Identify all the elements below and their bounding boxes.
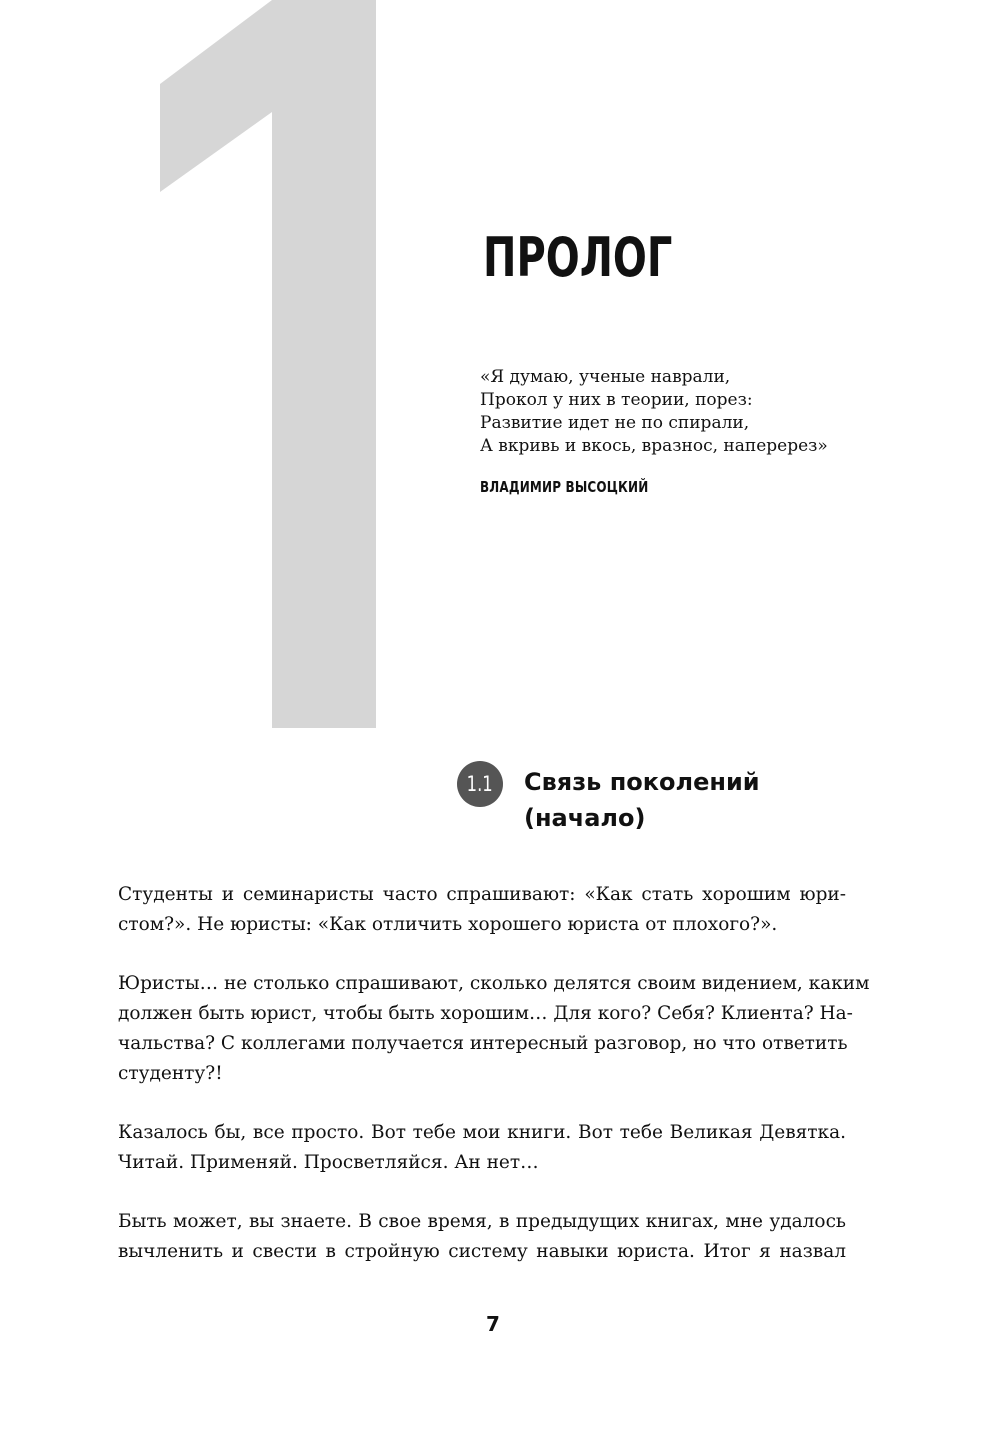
- paragraph: [118, 1207, 846, 1267]
- text-line: Быть может, вы знаете. В свое время, в предыдущих книгах, мне удалось: [118, 1211, 846, 1232]
- text-line: Юристы… не столько спрашивают, сколько делятся своим видением, каким: [118, 973, 870, 994]
- page-number: 7: [486, 1312, 500, 1336]
- section-title-line: (начало): [524, 804, 646, 832]
- text-line: Читай. Применяй. Просветляйся. Ан нет…: [118, 1152, 539, 1173]
- paragraph: [118, 1118, 846, 1178]
- epigraph-author: ВЛАДИМИР ВЫСОЦКИЙ: [480, 478, 649, 496]
- text-line: Казалось бы, все просто. Вот тебе мои книги. Вот тебе Великая Девятка.: [118, 1122, 846, 1143]
- text-line: чальства? С коллегами получается интересный разговор, но что ответить: [118, 1033, 848, 1054]
- epigraph-line: Развитие идет не по спирали,: [480, 413, 750, 433]
- text-line: студенту?!: [118, 1063, 223, 1084]
- section-title-line: Связь поколений: [524, 768, 760, 796]
- epigraph-line: А вкривь и вкось, вразнос, наперерез»: [480, 436, 828, 456]
- epigraph-line: Прокол у них в теории, порез:: [480, 390, 753, 410]
- epigraph-line: «Я думаю, ученые наврали,: [480, 367, 731, 387]
- epigraph: [480, 366, 940, 496]
- paragraph: [118, 880, 846, 940]
- text-line: стом?». Не юристы: «Как отличить хорошего юриста от плохого?».: [118, 914, 778, 935]
- chapter-title: ПРОЛОГ: [483, 226, 673, 289]
- section-title: [524, 764, 854, 836]
- body-text: [118, 880, 870, 1296]
- chapter-number-shape: [160, 0, 376, 728]
- text-line: вычленить и свести в стройную систему навыки юриста. Итог я назвал: [118, 1241, 846, 1262]
- text-line: Студенты и семинаристы часто спрашивают: «Как стать хорошим юри-: [118, 884, 846, 905]
- section-number: 1.1: [466, 772, 494, 796]
- section-number-badge: [457, 761, 503, 807]
- paragraph: [118, 969, 870, 1089]
- text-line: должен быть юрист, чтобы быть хорошим… Для кого? Себя? Клиента? На-: [118, 1003, 853, 1024]
